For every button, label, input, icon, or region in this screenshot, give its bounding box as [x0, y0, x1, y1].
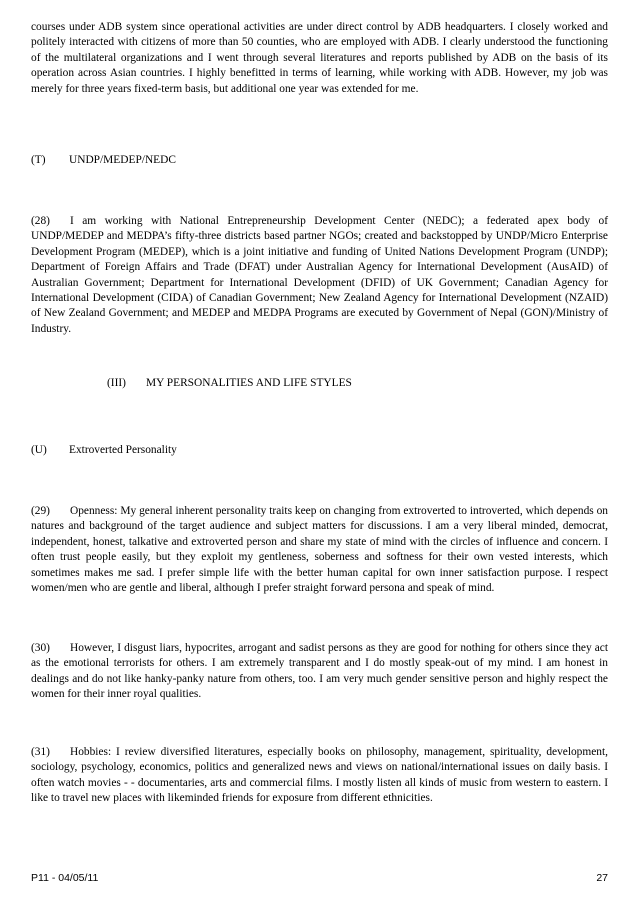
footer-reference: P11 - 04/05/11 [31, 872, 99, 884]
paragraph-29-number: (29) [31, 505, 50, 517]
paragraph-28 [31, 214, 608, 337]
paragraph-28-number: (28) [31, 215, 50, 227]
heading-iii-label: (III) [107, 377, 126, 389]
heading-u-label: (U) [31, 444, 47, 456]
heading-t-title: UNDP/MEDEP/NEDC [69, 154, 176, 166]
heading-u-title: Extroverted Personality [69, 444, 177, 456]
paragraph-29 [31, 504, 608, 596]
paragraph-29-text: Openness: My general inherent personality traits keep on changing from extroverted to introverted, which depends on natures and background of the target audience and subject matters for discussions. I am a very liberal minded, democrat, independent, honest, talkative and extroverted person and share my state of mind with the circles of influence and concern. I often trust people easily, but they exploit my gentleness, soberness and softness for their own vested interests, which sometimes makes me sad. I prefer simple life with the better human capital for own inner satisfaction purpose. I respect women/men who are gentle and liberal, although I prefer straight forward persona and speak of mind. [31, 505, 608, 595]
paragraph-30-text: However, I disgust liars, hypocrites, arrogant and sadist persons as they are good for nothing for others since they act as the emotional terrorists for others. I am extremely transparent and I do mostly speak-out of my mind. I am honest in dealings and do not like hanky-panky nature from others, too. I am very much gender sensitive person and highly respect the women for their inner royal qualities. [31, 642, 608, 701]
paragraph-31-text: Hobbies: I review diversified literatures, especially books on philosophy, management, spirituality, development, sociology, psychology, economics, politics and generalized news and views on national/international issues on daily basis. I often watch movies - - documentaries, arts and commercial films. I mostly listen all kinds of music from western to eastern. I like to travel new places with likeminded friends for exposure from different ethnicities. [31, 746, 608, 805]
heading-t-label: (T) [31, 154, 46, 166]
paragraph-28-text: I am working with National Entrepreneurship Development Center (NEDC); a federated apex body of UNDP/MEDEP and MEDPA’s fifty-three districts based partner NGOs; created and backstopped by UNDP/Micro Enterprise Development Program (MEDEP), which is a joint initiative and funding of United Nations Development Program (UNDP); Department of Foreign Affairs and Trade (DFAT) under Australian Agency for International Development (AusAID) of Australian Government; Department for International Development (DFID) of UK Government; Canadian Agency for International Development (CIDA) of Canadian Government; New Zealand Agency for International Development (NZAID) of New Zealand Government; and MEDEP and MEDPA Programs are executed by Government of Nepal (GON)/Ministry of Industry. [31, 215, 608, 335]
heading-iii-title: MY PERSONALITIES AND LIFE STYLES [146, 377, 352, 389]
paragraph-30 [31, 641, 608, 703]
paragraph-intro-text: courses under ADB system since operational activities are under direct control by ADB headquarters. I closely worked and politely interacted with citizens of more than 50 counties, who are employed with ADB. I clearly understood the functioning of the multilateral organizations and I went through several literatures and reports published by ADB on the basis of its operation across Asian countries. I highly benefitted in terms of learning, while working with ADB. However, my job was merely for three years fixed-term basis, but additional one year was extended for me. [31, 21, 608, 95]
paragraph-intro [31, 20, 608, 97]
paragraph-31 [31, 745, 608, 807]
paragraph-31-number: (31) [31, 746, 50, 758]
paragraph-30-number: (30) [31, 642, 50, 654]
page-number: 27 [596, 872, 608, 884]
